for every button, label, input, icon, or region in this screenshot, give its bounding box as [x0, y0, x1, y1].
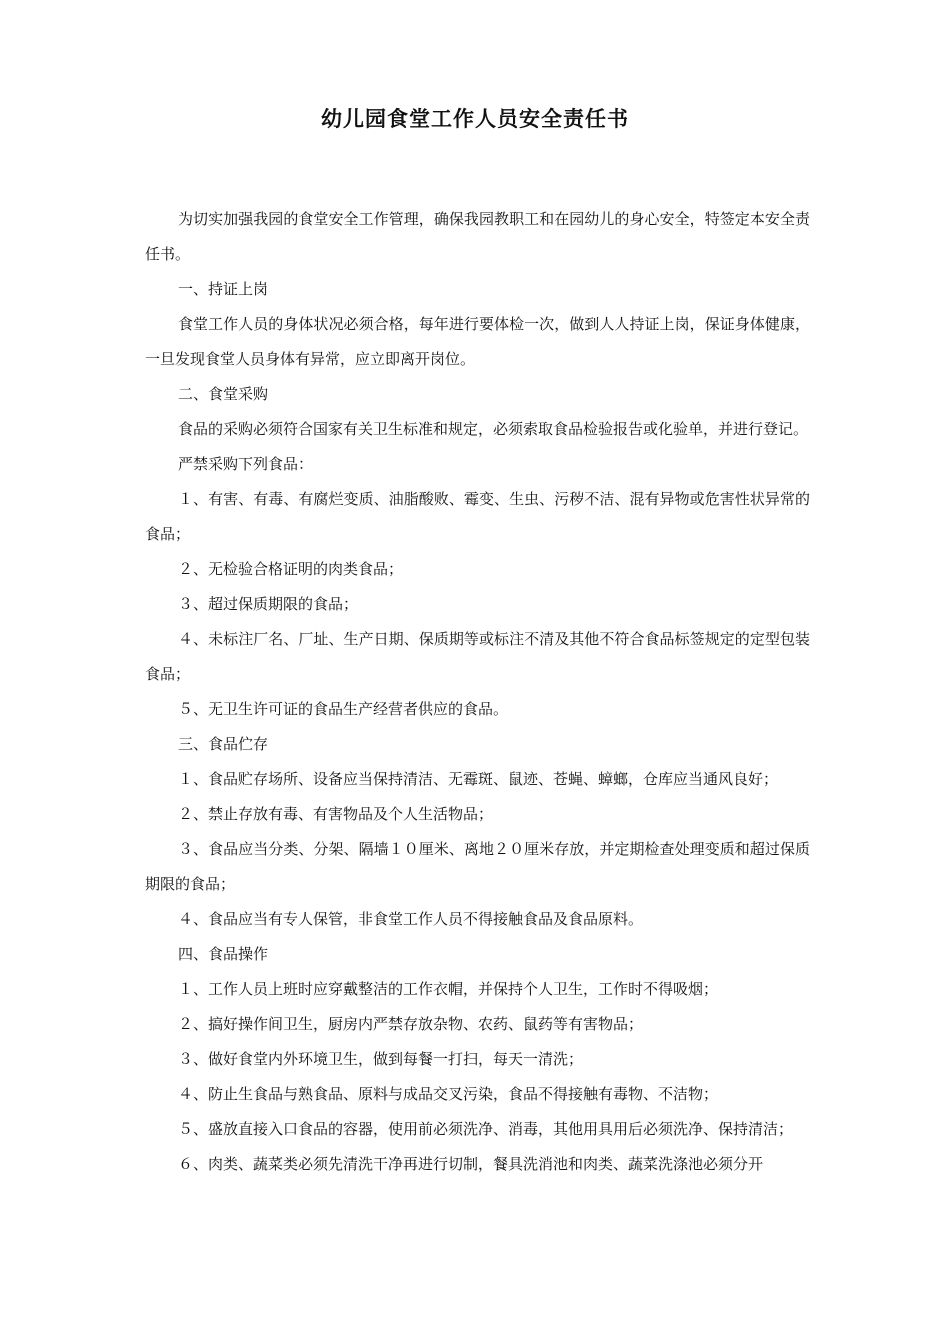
paragraph-certification: 食堂工作人员的身体状况必须合格，每年进行要体检一次，做到人人持证上岗，保证身体健康，一旦发现食堂人员身体有异常，应立即离开岗位。	[145, 315, 810, 368]
list-item: ２、无检验合格证明的肉类食品；	[178, 560, 404, 578]
list-item: ３、做好食堂内外环境卫生，做到每餐一打扫，每天一清洗；	[178, 1050, 584, 1068]
list-item: ２、禁止存放有毒、有害物品及个人生活物品；	[178, 805, 494, 823]
intro-paragraph: 为切实加强我园的食堂安全工作管理，确保我园教职工和在园幼儿的身心安全，特签定本安全责任书。	[145, 210, 810, 263]
paragraph-prohibited-intro: 严禁采购下列食品：	[178, 455, 314, 473]
list-item: ３、食品应当分类、分架、隔墙１０厘米、离地２０厘米存放，并定期检查处理变质和超过保质期限的食品；	[145, 840, 810, 893]
list-item: ６、肉类、蔬菜类必须先清洗干净再进行切制，餐具洗消池和肉类、蔬菜洗涤池必须分开	[178, 1155, 764, 1173]
list-item: １、工作人员上班时应穿戴整洁的工作衣帽，并保持个人卫生，工作时不得吸烟；	[178, 980, 719, 998]
list-item: ５、无卫生许可证的食品生产经营者供应的食品。	[178, 700, 509, 718]
section-heading-certification: 一、持证上岗	[178, 280, 269, 298]
list-item: ５、盛放直接入口食品的容器，使用前必须洗净、消毒，其他用具用后必须洗净、保持清洁；	[178, 1120, 794, 1138]
section-heading-purchasing: 二、食堂采购	[178, 385, 269, 403]
list-item: ２、搞好操作间卫生，厨房内严禁存放杂物、农药、鼠药等有害物品；	[178, 1015, 644, 1033]
section-heading-operation: 四、食品操作	[178, 945, 269, 963]
list-item: ４、未标注厂名、厂址、生产日期、保质期等或标注不清及其他不符合食品标签规定的定型包装食品；	[145, 630, 810, 683]
section-heading-storage: 三、食品伫存	[178, 735, 269, 753]
list-item: ４、食品应当有专人保管，非食堂工作人员不得接触食品及食品原料。	[178, 910, 644, 928]
document-body	[145, 202, 810, 1182]
list-item: ３、超过保质期限的食品；	[178, 595, 359, 613]
list-item: １、有害、有毒、有腐烂变质、油脂酸败、霉变、生虫、污秽不洁、混有异物或危害性状异常的食品；	[145, 490, 810, 543]
paragraph-purchasing: 食品的采购必须符合国家有关卫生标准和规定，必须索取食品检验报告或化验单，并进行登记。	[178, 420, 809, 438]
document-title: 幼儿园食堂工作人员安全责任书	[321, 106, 629, 131]
list-item: １、食品贮存场所、设备应当保持清洁、无霉斑、鼠迹、苍蝇、蟑螂，仓库应当通风良好；	[178, 770, 779, 788]
list-item: ４、防止生食品与熟食品、原料与成品交叉污染，食品不得接触有毒物、不洁物；	[178, 1085, 719, 1103]
